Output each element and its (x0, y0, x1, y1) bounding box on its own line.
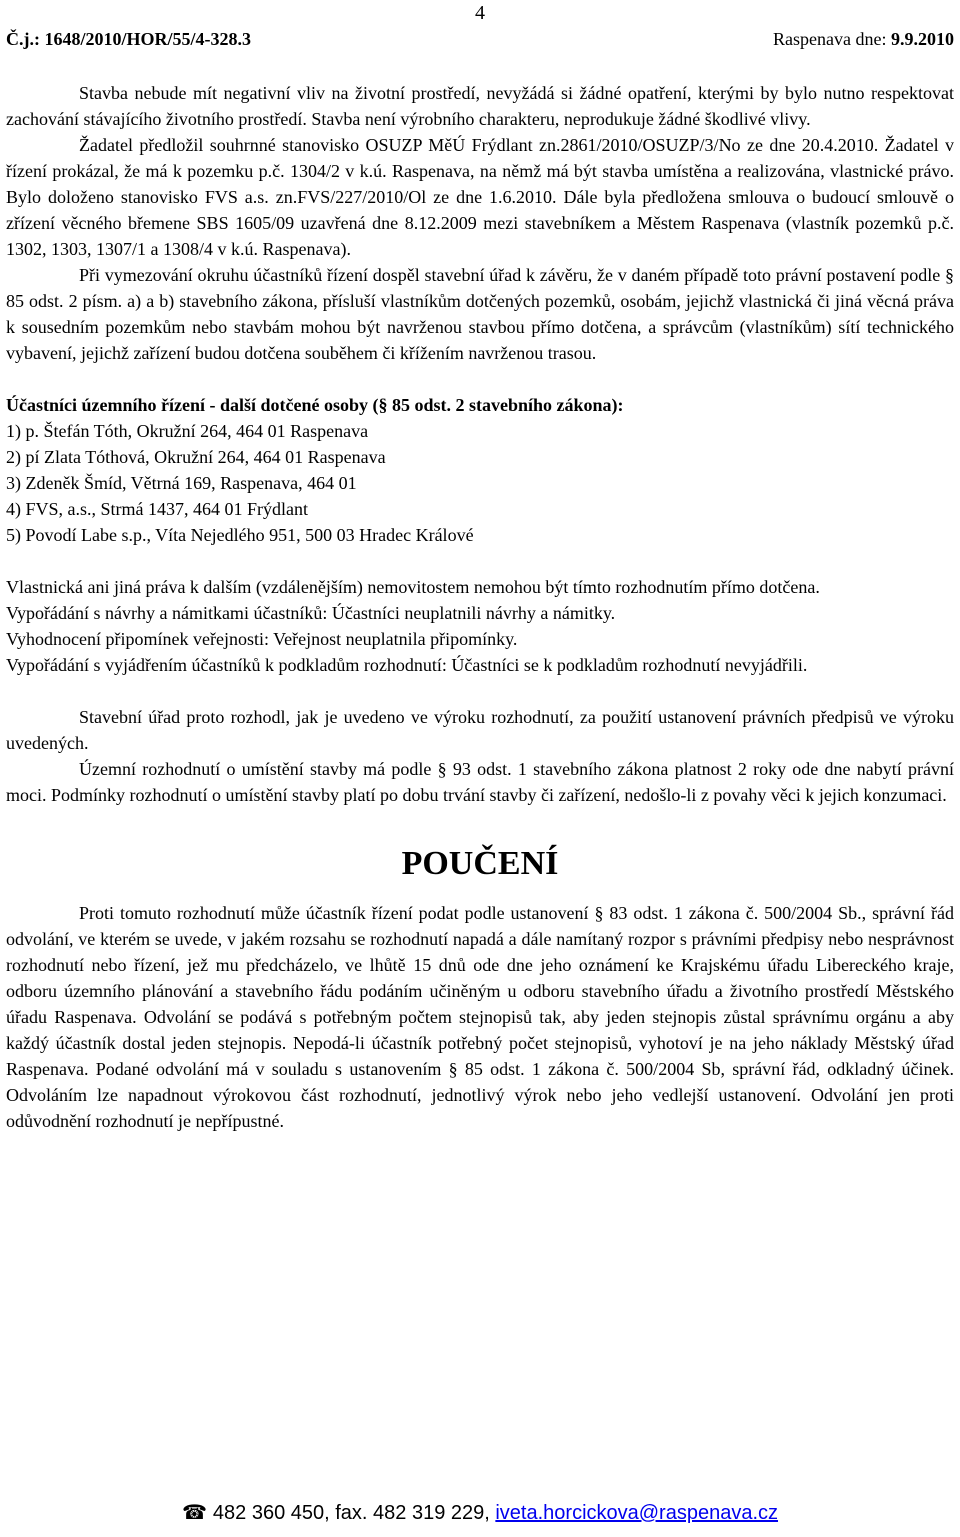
paragraph-public-comments: Vyhodnocení připomínek veřejnosti: Veřejnost neuplatnila připomínky. (6, 629, 518, 649)
page-number: 4 (475, 2, 485, 24)
reference-number: Č.j.: 1648/2010/HOR/55/4-328.3 (6, 29, 251, 49)
email-link[interactable]: iveta.horcickova@raspenava.cz (495, 1502, 779, 1524)
list-item: 2) pí Zlata Tóthová, Okružní 264, 464 01 Raspenava (6, 447, 386, 467)
paragraph-environment: Stavba nebude mít negativní vliv na životní prostředí, nevyžádá si žádné opatření, kterými by bylo nutno respektovat zachování stávajícího životního prostředí. Stavba není výrobního charakteru, neprodukuje žádné škodlivé vlivy. (6, 83, 954, 129)
footer-contact (0, 1500, 960, 1525)
phone-icon: ☎ (181, 1502, 207, 1524)
paragraph-validity: Územní rozhodnutí o umístění stavby má podle § 93 odst. 1 stavebního zákona platnost 2 roky ode dne nabytí právní moci. Podmínky rozhodnutí o umístění stavby platí po dobu trvání stavby či zařízení, nedošlo-li z povahy věci k jejich konzumaci. (6, 759, 954, 805)
footer-contact-text: 482 360 450, fax. 482 319 229, (212, 1502, 496, 1524)
list-item: 3) Zdeněk Šmíd, Větrná 169, Raspenava, 464 01 (6, 473, 357, 493)
participants-heading: Účastníci územního řízení - další dotčené osoby (§ 85 odst. 2 stavebního zákona): (6, 395, 624, 415)
paragraph-statements: Vypořádání s vyjádřením účastníků k podkladům rozhodnutí: Účastníci se k podkladům rozhodnutí nevyjádřili. (6, 655, 808, 675)
document-date: 9.9.2010 (891, 29, 954, 49)
paragraph-participants-scope: Při vymezování okruhu účastníků řízení dospěl stavební úřad k závěru, že v daném případě toto právní postavení podle § 85 odst. 2 písm. a) a b) stavebního zákona, přísluší vlastníkům dotčených pozemků, osobám, jejichž vlastnická či jiná věcná práva k sousedním pozemkům nebo stavbám mohou být navrženou stavbou přímo dotčena, a správcům (vlastníkům) sítí technického vybavení, jejichž zařízení budou dotčena souběhem či křížením navrženou trasou. (6, 265, 954, 363)
list-item: 5) Povodí Labe s.p., Víta Nejedlého 951, 500 03 Hradec Králové (6, 525, 474, 545)
pouceni-title: POUČENÍ (401, 845, 559, 882)
paragraph-decision: Stavební úřad proto rozhodl, jak je uvedeno ve výroku rozhodnutí, za použití ustanovení právních předpisů ve výroku uvedených. (6, 707, 954, 753)
paragraph-appeal: Proti tomuto rozhodnutí může účastník řízení podat podle ustanovení § 83 odst. 1 zákona č. 500/2004 Sb., správní řád odvolání, ve kterém se uvede, v jakém rozsahu se rozhodnutí napadá a dále namítaný rozpor s právními předpisy nebo nesprávnost rozhodnutí nebo řízení, jež mu předcházelo, ve lhůtě 15 dnů ode dne jeho oznámení ke Krajskému úřadu Libereckého kraje, odboru územního plánování a stavebního řádu podáním učiněným u odboru stavebního úřadu a životního prostředí Městského úřadu Raspenava. Odvolání se podává s potřebným počtem stejnopisů tak, aby jeden stejnopis zůstal správnímu orgánu a aby každý účastník dostal jeden stejnopis. Nepodá-li účastník potřebný počet stejnopisů, vyhotoví je na jeho náklady Městský úřad Raspenava. Podané odvolání má v souladu s ustanovením § 85 odst. 1 zákona č. 500/2004 Sb, správní řád, odkladný účinek. Odvoláním lze napadnout výrokovou část rozhodnutí, jednotlivý výrok nebo jeho vedlejší ustanovení. Odvolání jen proti odůvodnění rozhodnutí je nepřípustné. (6, 903, 954, 1131)
participants-list (6, 418, 954, 548)
document-body (6, 80, 954, 1134)
list-item: 4) FVS, a.s., Strmá 1437, 464 01 Frýdlant (6, 499, 309, 519)
list-item: 1) p. Štefán Tóth, Okružní 264, 464 01 Raspenava (6, 421, 369, 441)
paragraph-objections: Vypořádání s návrhy a námitkami účastníků: Účastníci neuplatnili návrhy a námitky. (6, 603, 616, 623)
paragraph-applicant: Žadatel předložil souhrnné stanovisko OSUZP MěÚ Frýdlant zn.2861/2010/OSUZP/3/No ze dne 20.4.2010. Žadatel v řízení prokázal, že má k pozemku p.č. 1304/2 v k.ú. Raspenava, na němž má být stavba umístěna a realizována, vlastnické právo. Bylo doloženo stanovisko FVS a.s. zn.FVS/227/2010/Ol ze dne 1.6.2010. Dále byla předložena smlouva o budoucí smlouvě o zřízení věcného břemene SBS 1605/09 uzavřená dne 8.12.2009 mezi stavebníkem a Městem Raspenava (vlastník pozemků p.č. 1302, 1303, 1307/1 a 1308/4 v k.ú. Raspenava). (6, 135, 954, 259)
paragraph-other-rights: Vlastnická ani jiná práva k dalším (vzdálenějším) nemovitostem nemohou být tímto rozhodnutím přímo dotčena. (6, 577, 820, 597)
place-date-label: Raspenava dne: (773, 29, 891, 49)
place-date (773, 29, 954, 50)
